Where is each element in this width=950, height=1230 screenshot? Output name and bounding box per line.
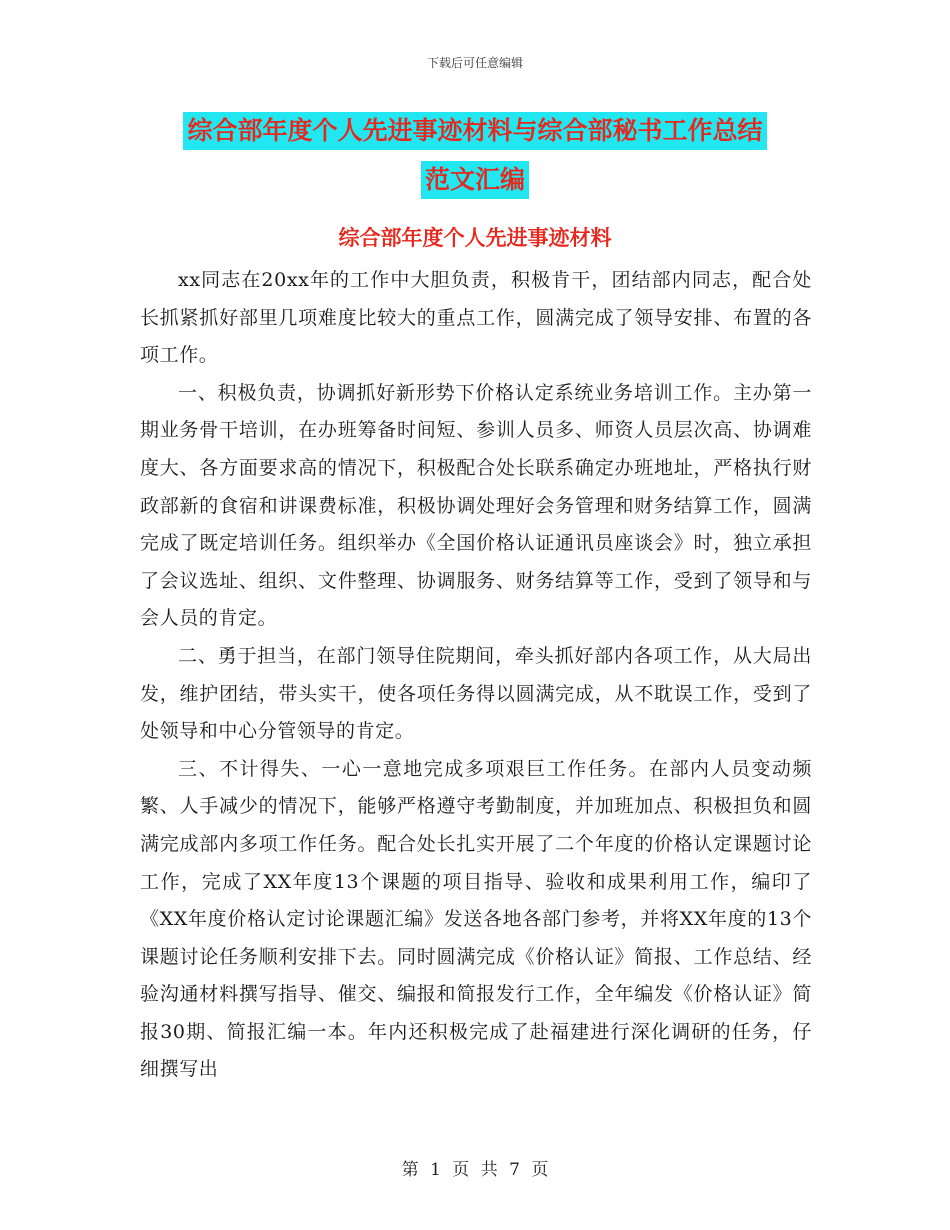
document-title-line-2: 范文汇编 bbox=[421, 161, 529, 199]
paragraph-intro: xx同志在20xx年的工作中大胆负责，积极肯干，团结部内同志，配合处长抓紧抓好部里几项难度比较大的重点工作，圆满完成了领导安排、布置的各项工作。 bbox=[140, 269, 812, 367]
page-number-footer: 第 1 页 共 7 页 bbox=[401, 1160, 549, 1180]
paragraph-one: 一、积极负责，协调抓好新形势下价格认定系统业务培训工作。主办第一期业务骨干培训，在办班筹备时间短、参训人员多、师资人员层次高、协调难度大、各方面要求高的情况下，积极配合处长联系确定办班地址，严格执行财政部新的食宿和讲课费标准，积极协调处理好会务管理和财务结算工作，圆满完成了既定培训任务。组织举办《全国价格认证通讯员座谈会》时，独立承担了会议选址、组织、文件整理、协调服务、财务结算等工作，受到了领导和与会人员的肯定。 bbox=[140, 381, 812, 630]
paragraph-two: 二、勇于担当，在部门领导住院期间，牵头抓好部内各项工作，从大局出发，维护团结，带头实干，使各项任务得以圆满完成，从不耽误工作，受到了处领导和中心分管领导的肯定。 bbox=[140, 644, 812, 743]
section-title: 综合部年度个人先进事迹材料 bbox=[338, 226, 612, 250]
document-title bbox=[140, 108, 810, 206]
paragraph-three: 三、不计得失、一心一意地完成多项艰巨工作任务。在部内人员变动频繁、人手减少的情况下，能够严格遵守考勤制度，并加班加点、积极担负和圆满完成部内多项工作任务。配合处长扎实开展了二个年度的价格认定课题讨论工作，完成了XX年度13个课题的项目指导、验收和成果利用工作，编印了《XX年度价格认定讨论课题汇编》发送各地各部门参考，并将XX年度的13个课题讨论任务顺利安排下去。同时圆满完成《价格认证》简报、工作总结、经验沟通材料撰写指导、催交、编报和简报发行工作，全年编发《价格认证》简报30期、简报汇编一本。年内还积极完成了赴福建进行深化调研的任务，仔细撰写出 bbox=[140, 757, 812, 1081]
body-text bbox=[140, 262, 812, 1089]
document-title-line-1: 综合部年度个人先进事迹材料与综合部秘书工作总结 bbox=[183, 112, 766, 150]
page-header-note: 下载后可任意编辑 bbox=[426, 56, 523, 70]
